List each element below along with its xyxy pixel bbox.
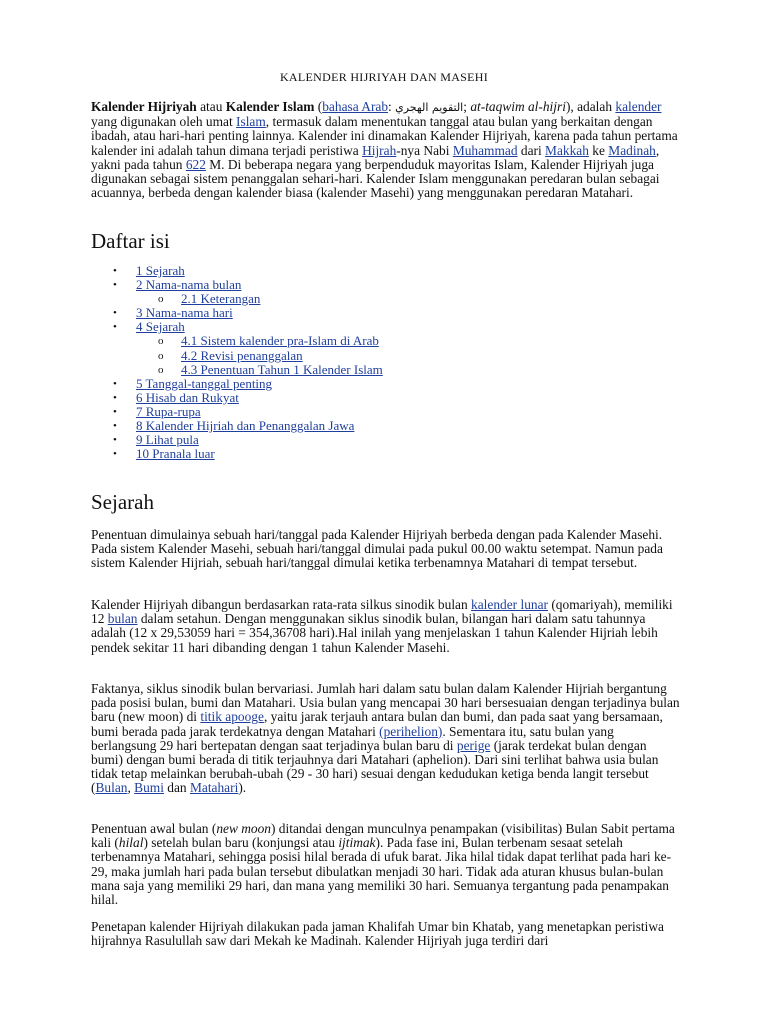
bullet-disc-icon: • (113, 307, 117, 320)
toc-link[interactable]: 5 Tanggal-tanggal penting (136, 375, 273, 391)
toc-link[interactable]: 4.3 Penentuan Tahun 1 Kalender Islam (181, 361, 383, 377)
term-kalender-hijriyah: Kalender Hijriyah (91, 99, 197, 114)
bullet-disc-icon: • (113, 265, 117, 277)
link-madinah[interactable]: Madinah (608, 142, 656, 158)
link-matahari[interactable]: Matahari (189, 780, 239, 796)
toc-link[interactable]: 4 Sejarah (136, 319, 185, 335)
link-bumi[interactable]: Bumi (134, 780, 164, 796)
link-perihelion[interactable]: (perihelion) (379, 723, 443, 739)
bullet-disc-icon: • (113, 420, 117, 433)
link-bulan[interactable]: bulan (107, 611, 138, 627)
bullet-circle-icon: o (158, 293, 164, 306)
toc-item (91, 419, 591, 433)
bullet-circle-icon: o (158, 349, 164, 362)
paragraph-3: Faktanya, siklus sinodik bulan bervariasi. Jumlah hari dalam satu bulan dalam Kalender Hijriah bergantung pada posisi bulan, bumi dan Matahari. Usia bulan yang mencapai 30 hari bersesuaian dengan terjadinya bulan baru (new moon) di titik apooge, yaitu jarak terjauh antara bulan dan bumi, dan pada saat yang bersamaan, bumi berada pada jarak terdekatnya dengan Matahari (perihelion). Sementara itu, satu bulan yang berlangsung 29 hari bertepatan dengan saat terjadinya bulan baru di perige (jarak terdekat bulan dengan bumi) dengan bumi berada di titik terjauhnya dari Matahari (aphelion). Dari sini terlihat bahwa usia bulan tidak tetap melainkan berubah-ubah (29 - 30 hari) sesuai dengan kedudukan ketiga benda langit tersebut (Bulan, Bumi dan Matahari). (91, 681, 680, 796)
toc-item (91, 391, 591, 405)
bullet-disc-icon: • (113, 448, 117, 461)
toc-heading: Daftar isi (91, 229, 170, 253)
toc-item (91, 320, 591, 334)
link-kalender[interactable]: kalender (615, 99, 662, 114)
paragraph-2: Kalender Hijriyah dibangun berdasarkan rata-rata silkus sinodik bulan kalender lunar (qomariyah), memiliki 12 bulan dalam setahun. Dengan menggunakan siklus sinodik bulan, bilangan hari dalam satu tahunnya adalah (12 x 29,53059 hari = 354,36708 hari).Hal inilah yang menjelaskan 1 tahun Kalender Hijriah lebih pendek sekitar 11 hari dibanding dengan 1 tahun Kalender Masehi. (91, 597, 673, 655)
link-kalender-lunar[interactable]: kalender lunar (471, 597, 548, 612)
toc-item (91, 377, 591, 391)
paragraph-4: Penentuan awal bulan (new moon) ditandai dengan munculnya penampakan (visibilitas) Bulan Sabit pertama kali (hilal) setelah bulan baru (konjungsi atau ijtimak). Pada fase ini, Bulan terbenam sesaat setelah terbenamnya Matahari, sehingga posisi hilal berada di ufuk barat. Jika hilal tidak dapat terlihat pada hari ke-29, maka jumlah hari pada bulan tersebut dibulatkan menjadi 30 hari. Tidak ada aturan khusus bulan-bulan mana saja yang memiliki 29 hari, dan mana yang memiliki 30 hari. Semuanya tergantung pada penampakan hilal. (91, 821, 675, 908)
toc-item (91, 349, 591, 363)
bullet-disc-icon: • (113, 279, 117, 292)
toc-item (91, 278, 591, 292)
toc-item (91, 447, 591, 461)
toc-link[interactable]: 6 Hisab dan Rukyat (136, 389, 239, 405)
document-title: KALENDER HIJRIYAH DAN MASEHI (279, 70, 489, 84)
bullet-disc-icon: • (113, 434, 117, 447)
toc-item (91, 264, 591, 278)
term-kalender-islam: Kalender Islam (225, 99, 315, 114)
bullet-disc-icon: • (113, 391, 117, 404)
bullet-circle-icon: o (158, 335, 164, 348)
bullet-disc-icon: • (113, 377, 117, 390)
link-hijrah[interactable]: Hijrah (362, 142, 397, 158)
bullet-circle-icon: o (158, 363, 164, 376)
section-heading-sejarah: Sejarah (91, 490, 154, 514)
link-bahasa-arab[interactable]: bahasa Arab (322, 99, 389, 114)
link-titik-apooge[interactable]: titik apooge (200, 709, 264, 725)
toc-item (91, 363, 591, 377)
toc-link[interactable]: 2 Nama-nama bulan (136, 277, 242, 293)
paragraph-1: Penentuan dimulainya sebuah hari/tanggal pada Kalender Hijriyah berbeda dengan pada Kalender Masehi. Pada sistem Kalender Masehi, sebuah hari/tanggal dimulai pada pukul 00.00 waktu setempat. Namun pada sistem Kalender Hijriah, sebuah hari/tanggal dimulai ketika terbenamnya Matahari di tempat tersebut. (91, 527, 663, 571)
toc-link[interactable]: 3 Nama-nama hari (136, 305, 233, 321)
link-bulan-celestial[interactable]: Bulan (95, 780, 128, 796)
toc-item (91, 405, 591, 419)
link-islam[interactable]: Islam (236, 114, 266, 130)
intro-paragraph: Kalender Hijriyah atau Kalender Islam (bahasa Arab: التقويم الهجري; at-taqwim al-hijri), adalah kalender yang digunakan oleh umat Islam, termasuk dalam menentukan tanggal atau bulan yang berkaitan dengan ibadah, atau hari-hari penting lainnya. Kalender ini dinamakan Kalender Hijriyah, karena pada tahun pertama kalender ini adalah tahun dimana terjadi peristiwa Hijrah-nya Nabi Muhammad dari Makkah ke Madinah, yakni pada tahun 622 M. Di beberapa negara yang berpenduduk mayoritas Islam, Kalender Hijriyah juga digunakan sebagai sistem penanggalan sehari-hari. Kalender Islam menggunakan peredaran bulan sebagai acuannya, berbeda dengan kalender biasa (kalender Masehi) yang menggunakan peredaran Matahari. (91, 99, 678, 201)
bullet-disc-icon: • (113, 321, 117, 334)
bullet-disc-icon: • (113, 405, 117, 418)
toc-link[interactable]: 1 Sejarah (136, 263, 185, 278)
link-makkah[interactable]: Makkah (545, 142, 589, 158)
toc-link[interactable]: 2.1 Keterangan (181, 291, 261, 307)
toc-item (91, 306, 591, 320)
transliteration: at-taqwim al-hijri (470, 99, 566, 114)
toc-link[interactable]: 10 Pranala luar (136, 446, 215, 462)
toc-link[interactable]: 8 Kalender Hijriah dan Penanggalan Jawa (136, 418, 355, 434)
toc-item (91, 433, 591, 447)
table-of-contents (91, 264, 591, 461)
toc-item (91, 334, 591, 348)
toc-link[interactable]: 4.1 Sistem kalender pra-Islam di Arab (181, 333, 379, 349)
toc-link[interactable]: 7 Rupa-rupa (136, 403, 201, 419)
paragraph-5: Penetapan kalender Hijriyah dilakukan pada jaman Khalifah Umar bin Khatab, yang menetapkan peristiwa hijrahnya Rasulullah saw dari Mekah ke Madinah. Kalender Hijriyah juga terdiri dari (91, 919, 664, 949)
link-muhammad[interactable]: Muhammad (452, 142, 518, 158)
toc-link[interactable]: 9 Lihat pula (136, 432, 199, 448)
link-622[interactable]: 622 (185, 156, 206, 172)
toc-link[interactable]: 4.2 Revisi penanggalan (181, 347, 303, 363)
link-perige[interactable]: perige (456, 737, 491, 753)
toc-item (91, 292, 591, 306)
arabic-term: التقويم الهجري (395, 101, 464, 114)
